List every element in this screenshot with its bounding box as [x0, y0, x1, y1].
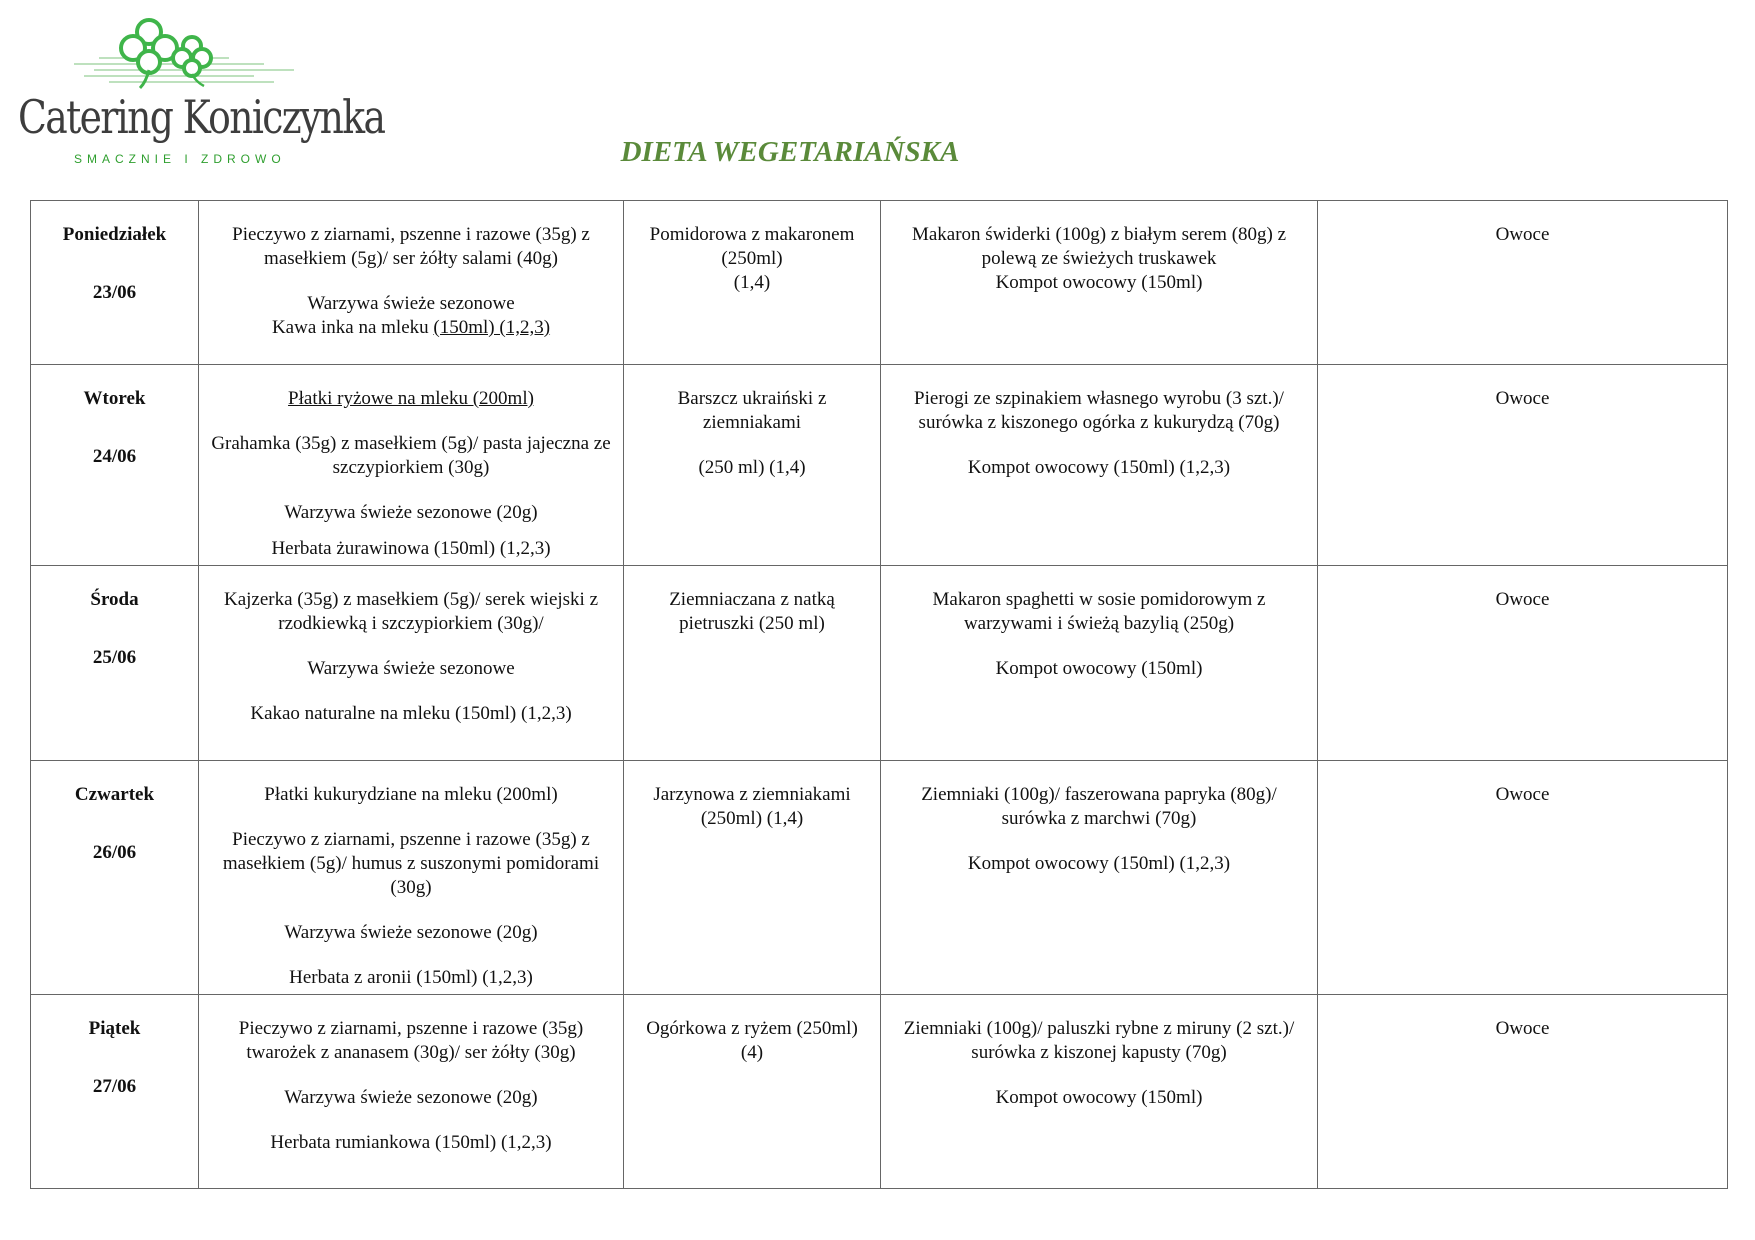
meal-line: Pieczywo z ziarnami, pszenne i razowe (35g) z masełkiem (5g)/ ser żółty salami (40g) — [232, 224, 590, 269]
brand-tagline: SMACZNIE I ZDROWO — [74, 152, 286, 166]
day-name: Piątek — [88, 1018, 141, 1039]
day-date: 25/06 — [92, 647, 137, 668]
meal-line: Herbata rumiankowa (150ml) (1,2,3) — [270, 1132, 552, 1153]
soup-cell — [624, 566, 881, 761]
meal-line: Jarzynowa z ziemniakami (250ml) (1,4) — [653, 784, 851, 829]
soup-cell — [624, 201, 881, 365]
table-row — [31, 761, 1728, 995]
meal-line: Herbata z aronii (150ml) (1,2,3) — [289, 967, 533, 988]
day-name: Poniedziałek — [62, 224, 167, 245]
table-row — [31, 201, 1728, 365]
soup-cell — [624, 365, 881, 566]
snack-cell: Owoce — [1318, 365, 1728, 566]
day-cell — [31, 365, 199, 566]
main-course-cell — [881, 761, 1318, 995]
meal-line: Płatki kukurydziane na mleku (200ml) — [264, 784, 558, 805]
day-date: 26/06 — [92, 842, 137, 863]
meal-line: Barszcz ukraiński z ziemniakami — [677, 388, 827, 433]
breakfast-cell — [199, 995, 624, 1189]
snack-cell: Owoce — [1318, 566, 1728, 761]
main-course-cell — [881, 201, 1318, 365]
meal-line: Warzywa świeże sezonowe (20g) — [284, 502, 538, 523]
day-name: Czwartek — [74, 784, 155, 805]
meal-line: Ziemniaki (100g)/ paluszki rybne z miruny (2 szt.)/ surówka z kiszonej kapusty (70g) — [903, 1018, 1295, 1063]
meal-line: Ogórkowa z ryżem (250ml) — [646, 1018, 858, 1039]
breakfast-cell — [199, 761, 624, 995]
meal-line: Kawa inka na mleku — [271, 317, 434, 338]
meal-line: Kompot owocowy (150ml) (1,2,3) — [967, 457, 1231, 478]
breakfast-cell — [199, 566, 624, 761]
meal-line: Pomidorowa z makaronem (250ml) — [649, 224, 855, 269]
day-cell — [31, 761, 199, 995]
table-row — [31, 995, 1728, 1189]
meal-line: (150ml) (1,2,3) — [433, 317, 551, 338]
meal-line: Kompot owocowy (150ml) (1,2,3) — [967, 853, 1231, 874]
meal-line: Warzywa świeże sezonowe (20g) — [284, 922, 538, 943]
meal-line: (1,4) — [733, 272, 771, 293]
meal-line: Herbata żurawinowa (150ml) (1,2,3) — [271, 538, 551, 559]
meal-line: Kompot owocowy (150ml) — [995, 1087, 1203, 1108]
day-date: 24/06 — [92, 446, 137, 467]
day-cell — [31, 995, 199, 1189]
day-date: 23/06 — [92, 282, 137, 303]
meal-line: Makaron spaghetti w sosie pomidorowym z warzywami i świeżą bazylią (250g) — [932, 589, 1266, 634]
table-row — [31, 365, 1728, 566]
meal-line: Ziemniaki (100g)/ faszerowana papryka (80g)/ surówka z marchwi (70g) — [921, 784, 1277, 829]
day-cell — [31, 566, 199, 761]
meal-line: Warzywa świeże sezonowe — [307, 293, 515, 314]
meal-line: Płatki ryżowe na mleku (200ml) — [288, 388, 534, 409]
brand-name: Catering Koniczynka — [18, 90, 385, 144]
day-name: Środa — [90, 589, 139, 610]
breakfast-cell — [199, 365, 624, 566]
snack-cell: Owoce — [1318, 995, 1728, 1189]
meal-line: Kajzerka (35g) z masełkiem (5g)/ serek wiejski z rzodkiewką i szczypiorkiem (30g)/ — [223, 589, 599, 634]
soup-cell — [624, 761, 881, 995]
meal-line: Warzywa świeże sezonowe — [307, 658, 515, 679]
meal-line: Grahamka (35g) z masełkiem (5g)/ pasta jajeczna ze szczypiorkiem (30g) — [211, 433, 611, 478]
day-name: Wtorek — [83, 388, 146, 409]
main-course-cell — [881, 995, 1318, 1189]
meal-line: Kompot owocowy (150ml) — [995, 272, 1203, 293]
meal-line: Kompot owocowy (150ml) — [995, 658, 1203, 679]
table-row — [31, 566, 1728, 761]
breakfast-cell — [199, 201, 624, 365]
snack-cell: Owoce — [1318, 761, 1728, 995]
soup-cell — [624, 995, 881, 1189]
meal-line: Pieczywo z ziarnami, pszenne i razowe (35g) twarożek z ananasem (30g)/ ser żółty (30g) — [238, 1018, 584, 1063]
meal-line: Makaron świderki (100g) z białym serem (80g) z polewą ze świeżych truskawek — [911, 224, 1287, 269]
main-course-cell — [881, 566, 1318, 761]
page-title: DIETA WEGETARIAŃSKA — [620, 136, 960, 168]
day-cell — [31, 201, 199, 365]
meal-line: Kakao naturalne na mleku (150ml) (1,2,3) — [250, 703, 572, 724]
snack-cell: Owoce — [1318, 201, 1728, 365]
meal-line: Ziemniaczana z natką pietruszki (250 ml) — [669, 589, 835, 634]
meal-line: Warzywa świeże sezonowe (20g) — [284, 1087, 538, 1108]
main-course-cell — [881, 365, 1318, 566]
meal-line: Pieczywo z ziarnami, pszenne i razowe (35g) z masełkiem (5g)/ humus z suszonymi pomidorami (30g) — [222, 829, 600, 898]
meal-line: (4) — [740, 1042, 764, 1063]
weekly-menu-table — [30, 200, 1728, 1189]
day-date: 27/06 — [92, 1076, 137, 1097]
company-logo — [14, 12, 385, 172]
meal-line: Pierogi ze szpinakiem własnego wyrobu (3 szt.)/ surówka z kiszonego ogórka z kukurydzą (70g) — [914, 388, 1284, 433]
meal-line: (250 ml) (1,4) — [698, 457, 806, 478]
